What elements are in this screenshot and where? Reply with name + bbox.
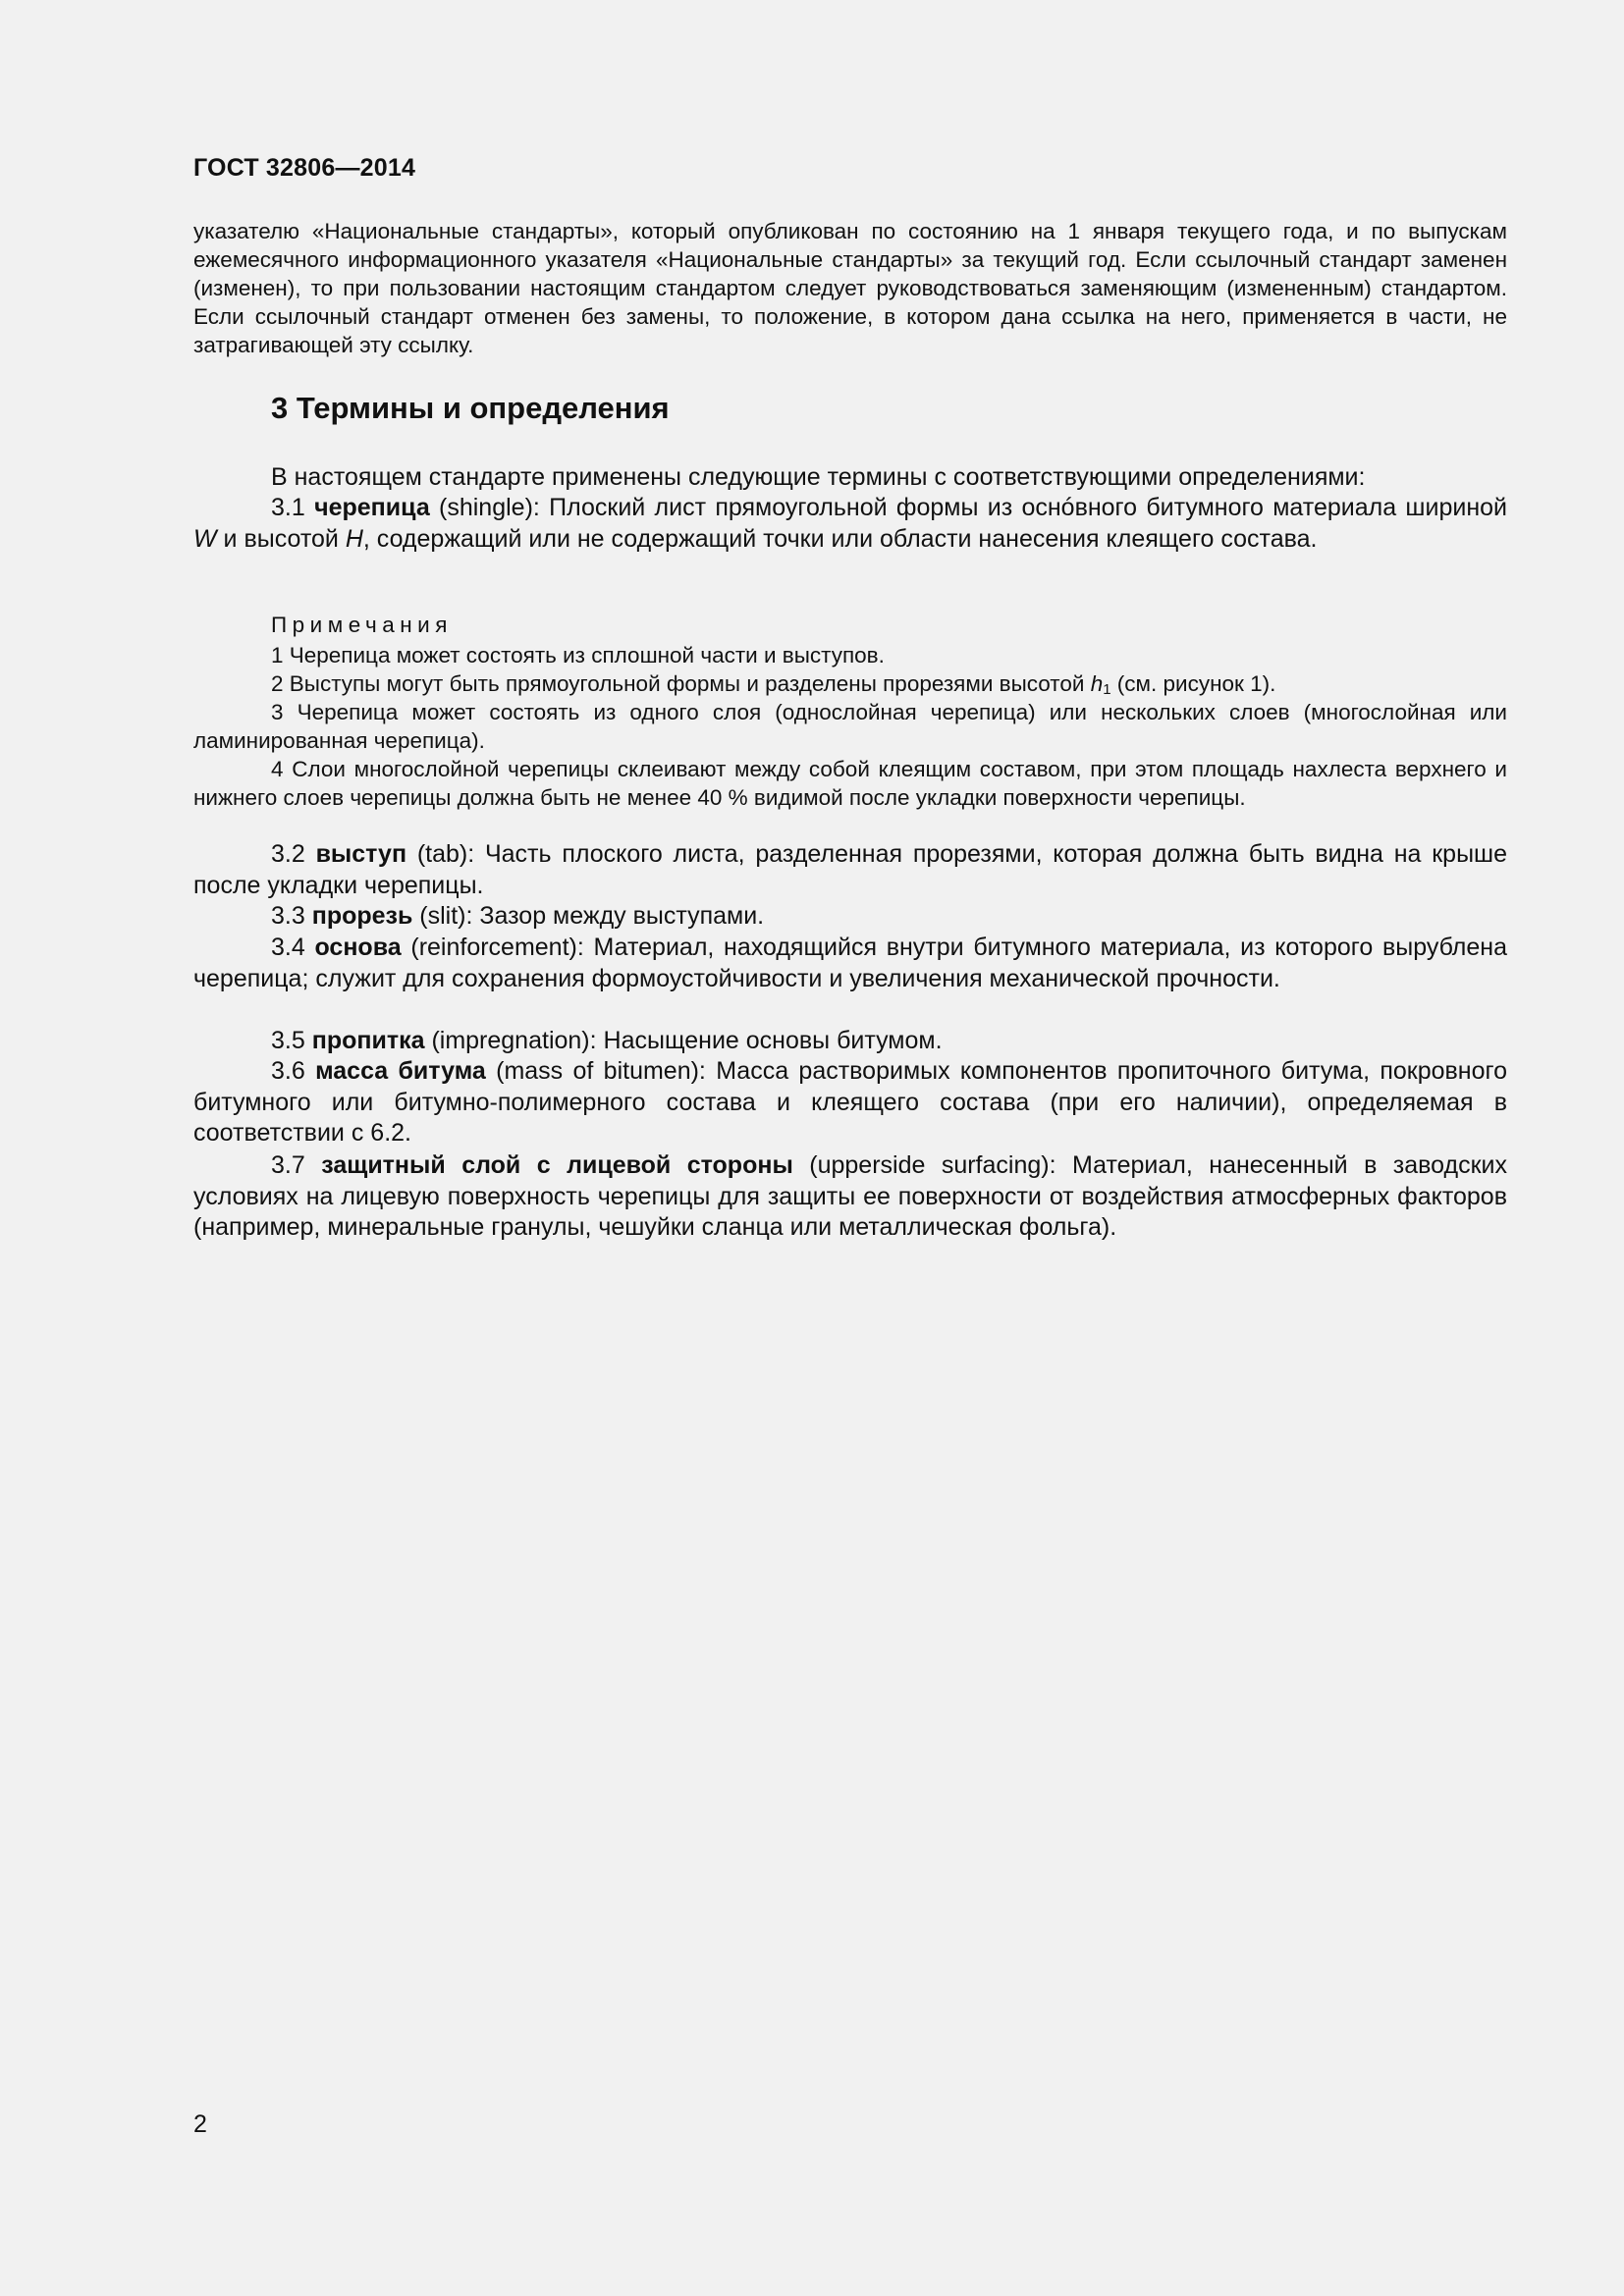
term-name: масса битума [315, 1057, 486, 1085]
term-definition: (upperside surfacing): Материал, нанесенный в заводских условиях на лицевую поверхность черепицы для защиты ее поверхности от воздействия атмосферных факторов (например, минеральные гранулы, чешуйки сланца или металлическая фольга). [193, 1151, 1508, 1241]
term-3-5-paragraph [193, 1026, 1507, 1057]
lead-paragraph: В настоящем стандарте применены следующие термины с соответствующими определениями: [271, 463, 1366, 491]
term-definition: (slit): Зазор между выступами. [412, 902, 765, 930]
term-name: выступ [315, 840, 407, 868]
variable-w: W [193, 524, 217, 553]
term-3-6-paragraph [193, 1056, 1507, 1149]
note-4: 4 Слои многослойной черепицы склеивают между собой клеящим составом, при этом площадь нахлеста верхнего и нижнего слоев черепицы должна быть не менее 40 % видимой после укладки поверхности черепицы. [193, 757, 1507, 810]
term-3-7-paragraph [193, 1150, 1507, 1244]
variable-h: h [1090, 671, 1104, 696]
term-name: защитный слой с лицевой стороны [321, 1151, 793, 1179]
term-name: прорезь [311, 902, 413, 930]
term-definition: (reinforcement): Материал, находящийся внутри битумного материала, из которого вырублена черепица; служит для сохранения формоустойчивости и увеличения механической прочности. [193, 934, 1507, 992]
term-number: 3.1 [271, 494, 305, 521]
term-number: 3.2 [271, 840, 305, 868]
note-1: 1 Черепица может состоять из сплошной части и выступов. [271, 643, 885, 667]
term-name: черепица [314, 494, 430, 521]
term-definition-part: , содержащий или не содержащий точки или области нанесения клеящего состава. [362, 524, 1318, 553]
term-number: 3.4 [271, 934, 305, 961]
term-definition: (mass of bitumen): Масса растворимых компонентов пропиточного битума, покровного битумного или битумно-полимерного состава и клеящего состава (при его наличии), определяемая в соответствии с 6.2. [193, 1057, 1507, 1147]
term-number: 3.3 [271, 902, 305, 930]
term-definition: (tab): Часть плоского листа, разделенная прорезями, которая должна быть видна на крыше после укладки черепицы. [193, 840, 1507, 899]
note-text: (см. рисунок 1). [1110, 671, 1276, 696]
term-name: основа [314, 934, 402, 961]
term-3-2-paragraph [193, 839, 1507, 901]
term-3-3-paragraph [193, 901, 1507, 933]
section-title: 3 Термины и определения [271, 391, 670, 425]
term-definition-part: и высотой [216, 524, 346, 553]
note-text: 2 Выступы могут быть прямоугольной формы и разделены прорезями высотой [271, 671, 1091, 696]
term-definition: (impregnation): Насыщение основы битумом. [424, 1027, 943, 1054]
notes-title: Примечания [271, 613, 453, 637]
term-definition-part: (shingle): Плоский лист прямоугольной формы из оснóвного битумного материала шириной [429, 494, 1507, 521]
term-3-1-paragraph [193, 493, 1507, 555]
term-number: 3.6 [271, 1057, 305, 1085]
note-3: 3 Черепица может состоять из одного слоя (однослойная черепица) или нескольких слоев (многослойная или ламинированная черепица). [193, 700, 1507, 753]
term-name: пропитка [311, 1027, 425, 1054]
document-code-header: ГОСТ 32806—2014 [193, 154, 416, 182]
term-3-4-paragraph [193, 933, 1507, 994]
page-number: 2 [193, 2110, 207, 2138]
term-number: 3.7 [271, 1151, 305, 1179]
intro-paragraph: указателю «Национальные стандарты», который опубликован по состоянию на 1 января текущего года, и по выпускам ежемесячного информационного указателя «Национальные стандарты» за текущий год. Если ссылочный стандарт заменен (изменен), то при пользовании настоящим стандартом следует руководствоваться заменяющим (измененным) стандартом. Если ссылочный стандарт отменен без замены, то положение, в котором дана ссылка на него, применяется в части, не затрагивающей эту ссылку. [193, 219, 1507, 357]
note-2 [193, 669, 1507, 698]
term-number: 3.5 [271, 1027, 305, 1054]
variable-h: H [345, 524, 363, 553]
subscript: 1 [1103, 681, 1111, 698]
